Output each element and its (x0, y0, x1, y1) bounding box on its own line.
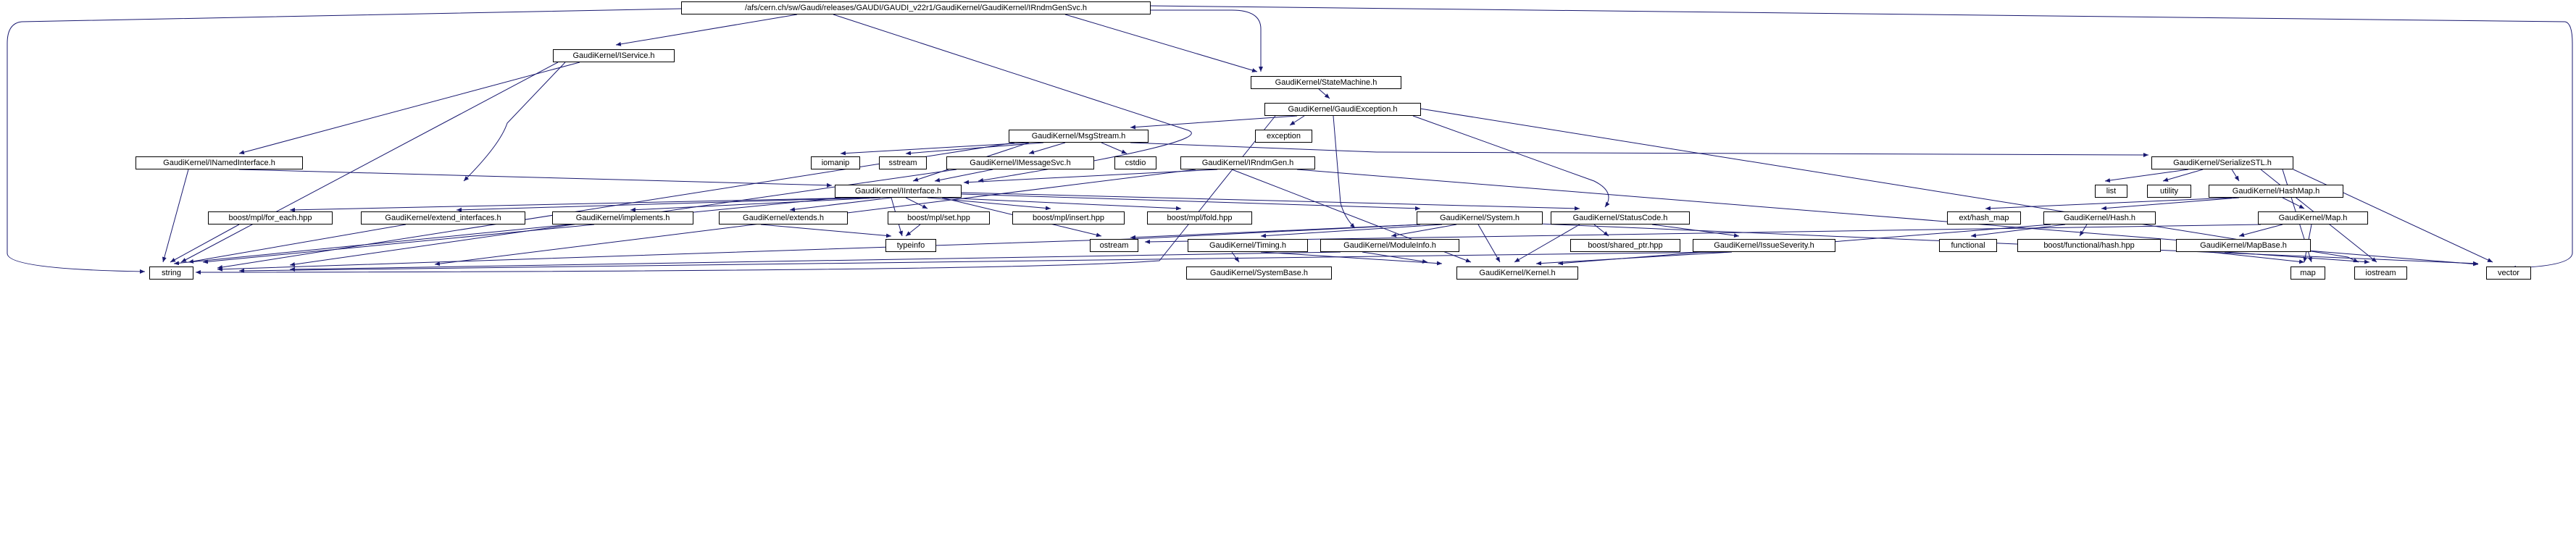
node-label: GaudiKernel/GaudiException.h (1288, 104, 1398, 114)
node-label: string (162, 268, 181, 277)
node-ostream[interactable] (1090, 239, 1138, 252)
node-label: GaudiKernel/IRndmGen.h (1201, 158, 1294, 167)
node-boost-functional-hash[interactable] (2017, 239, 2161, 252)
node-label: utility (2159, 186, 2179, 196)
node-label: vector (2498, 268, 2519, 277)
node-label: GaudiKernel/IService.h (572, 51, 655, 60)
node-label: typeinfo (896, 240, 925, 250)
node-gaudiexception[interactable] (1264, 103, 1421, 116)
node-label: boost/mpl/insert.hpp (1032, 213, 1105, 222)
node-label: boost/functional/hash.hpp (2043, 240, 2135, 250)
node-boost-mpl-fold[interactable] (1147, 211, 1252, 224)
node-label: GaudiKernel/ModuleInfo.h (1343, 240, 1436, 250)
node-imessagesvc[interactable] (946, 156, 1094, 169)
node-label: GaudiKernel/extend_interfaces.h (385, 213, 501, 222)
node-extend-interfaces[interactable] (361, 211, 525, 224)
node-iomanip[interactable] (811, 156, 860, 169)
node-irndmgen[interactable] (1180, 156, 1315, 169)
node-boost-mpl-set[interactable] (888, 211, 990, 224)
node-label: exception (1266, 131, 1301, 140)
node-label: boost/mpl/for_each.hpp (228, 213, 312, 222)
node-label: GaudiKernel/extends.h (743, 213, 824, 222)
node-systembase[interactable] (1186, 266, 1332, 280)
node-statemachine[interactable] (1251, 76, 1401, 89)
node-statuscode[interactable] (1551, 211, 1690, 224)
node-exception[interactable] (1255, 130, 1312, 143)
node-iinterface[interactable] (835, 185, 962, 198)
node-label: GaudiKernel/Timing.h (1209, 240, 1286, 250)
node-vector[interactable] (2486, 266, 2531, 280)
node-implements[interactable] (552, 211, 693, 224)
node-label: GaudiKernel/IMessageSvc.h (970, 158, 1071, 167)
node-label: ext/hash_map (1959, 213, 2009, 222)
node-label: GaudiKernel/Hash.h (2063, 213, 2136, 222)
node-label: GaudiKernel/SerializeSTL.h (2173, 158, 2272, 167)
node-boost-mpl-insert[interactable] (1012, 211, 1125, 224)
node-label: GaudiKernel/HashMap.h (2232, 186, 2320, 196)
node-label: GaudiKernel/StateMachine.h (1275, 77, 1377, 87)
node-label: GaudiKernel/MapBase.h (2200, 240, 2287, 250)
node-ext-hash-map[interactable] (1947, 211, 2021, 224)
node-label: GaudiKernel/Kernel.h (1479, 268, 1556, 277)
node-iservice[interactable] (553, 49, 675, 62)
node-label: cstdio (1125, 158, 1146, 167)
node-label: GaudiKernel/IssueSeverity.h (1714, 240, 1814, 250)
node-label: GaudiKernel/implements.h (575, 213, 670, 222)
node-label: GaudiKernel/Map.h (2278, 213, 2348, 222)
node-label: ostream (1099, 240, 1129, 250)
node-label: GaudiKernel/SystemBase.h (1209, 268, 1309, 277)
node-label: iostream (2365, 268, 2396, 277)
node-map[interactable] (2291, 266, 2325, 280)
node-extends[interactable] (719, 211, 848, 224)
node-label: functional (1951, 240, 1985, 250)
node-mapbase[interactable] (2176, 239, 2311, 252)
node-issueseverity[interactable] (1693, 239, 1835, 252)
node-label: boost/shared_ptr.hpp (1588, 240, 1663, 250)
node-label: GaudiKernel/StatusCode.h (1572, 213, 1668, 222)
node-system[interactable] (1417, 211, 1543, 224)
node-list[interactable] (2095, 185, 2127, 198)
node-string[interactable] (149, 266, 193, 280)
node-label: /afs/cern.ch/sw/Gaudi/releases/GAUDI/GAUDI_v22r1/GaudiKernel/GaudiKernel/IRndmGenSvc.h (745, 3, 1087, 12)
node-label: boost/mpl/set.hpp (907, 213, 970, 222)
node-sstream[interactable] (879, 156, 927, 169)
node-utility[interactable] (2147, 185, 2191, 198)
node-label: map (2300, 268, 2316, 277)
node-label: sstream (888, 158, 917, 167)
node-label: GaudiKernel/MsgStream.h (1031, 131, 1126, 140)
node-inamedinterface[interactable] (136, 156, 303, 169)
node-functional[interactable] (1939, 239, 1997, 252)
node-root[interactable] (681, 1, 1151, 14)
node-serializestl[interactable] (2151, 156, 2293, 169)
node-label: list (2106, 186, 2117, 196)
node-map-h[interactable] (2258, 211, 2368, 224)
node-cstdio[interactable] (1114, 156, 1156, 169)
node-label: iomanip (821, 158, 850, 167)
node-label: boost/mpl/fold.hpp (1167, 213, 1233, 222)
node-label: GaudiKernel/IInterface.h (854, 186, 942, 196)
node-label: GaudiKernel/System.h (1439, 213, 1520, 222)
node-hashmap[interactable] (2209, 185, 2343, 198)
node-timing[interactable] (1188, 239, 1308, 252)
node-hash[interactable] (2043, 211, 2156, 224)
node-msgstream[interactable] (1009, 130, 1149, 143)
node-typeinfo[interactable] (885, 239, 936, 252)
node-iostream[interactable] (2354, 266, 2407, 280)
node-boost-shared-ptr[interactable] (1570, 239, 1680, 252)
node-kernel[interactable] (1456, 266, 1578, 280)
node-label: GaudiKernel/INamedInterface.h (163, 158, 275, 167)
node-boost-mpl-for-each[interactable] (208, 211, 333, 224)
node-moduleinfo[interactable] (1320, 239, 1459, 252)
